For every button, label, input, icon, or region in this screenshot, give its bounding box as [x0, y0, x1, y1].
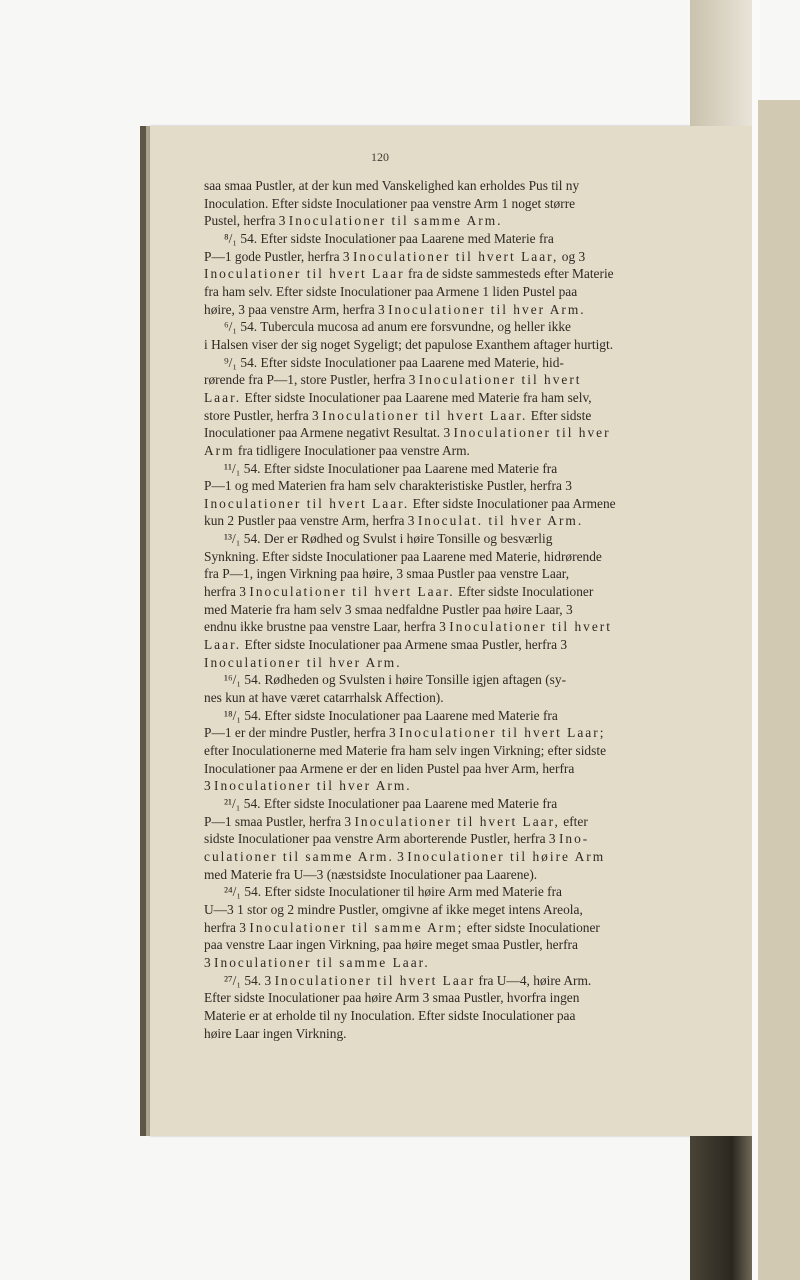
spaced-text-segment: Inoculationer til høire Arm — [407, 848, 606, 864]
text-line — [204, 407, 748, 425]
text-segment: Inoculationer paa Armene er der en liden Pustel paa hver Arm, herfra — [204, 760, 575, 776]
text-line — [204, 565, 748, 583]
text-segment: P—1 og med Materien fra ham selv charakteristiske Pustler, herfra 3 — [204, 478, 572, 494]
text-segment: Efter sidste Inoculationer paa Laarene med Materie fra ham selv, — [241, 389, 592, 405]
text-segment: ²¹/₁ 54. Efter sidste Inoculationer paa Laarene med Materie fra — [224, 795, 558, 811]
text-segment: kun 2 Pustler paa venstre Arm, herfra 3 — [204, 513, 418, 529]
spaced-text-segment: Inoculationer til hvert Laar. — [204, 495, 410, 511]
text-line — [204, 760, 748, 778]
text-segment: Efter sidste Inoculationer paa Armene — [409, 495, 616, 511]
text-line — [204, 460, 748, 478]
text-line — [204, 424, 748, 442]
text-segment: fra de sidste sammesteds efter Materie — [404, 266, 614, 282]
text-segment: fra U—4, høire Arm. — [475, 972, 592, 988]
text-segment: Inoculationer paa Armene negativt Resultat. 3 — [204, 425, 454, 441]
text-line — [204, 848, 748, 866]
text-segment: herfra 3 — [204, 919, 250, 935]
text-line — [204, 583, 748, 601]
text-line — [204, 689, 748, 707]
text-line — [204, 919, 748, 937]
text-line — [204, 601, 748, 619]
text-segment: herfra 3 — [204, 584, 250, 600]
text-line — [204, 1025, 748, 1043]
spaced-text-segment: Inoculationer til hver Arm. — [214, 778, 412, 794]
text-segment: ⁸/₁ 54. Efter sidste Inoculationer paa Laarene med Materie fra — [224, 230, 554, 246]
text-line — [204, 636, 748, 654]
text-line — [204, 742, 748, 760]
text-line — [204, 336, 748, 354]
text-segment: nes kun at have været catarrhalsk Affection). — [204, 690, 444, 706]
spaced-text-segment: Inoculationer til hvert Laar; — [399, 725, 606, 741]
spaced-text-segment: Arm — [204, 442, 235, 458]
text-line — [204, 389, 748, 407]
text-segment: U—3 1 stor og 2 mindre Pustler, omgivne af ikke meget intens Areola, — [204, 901, 583, 917]
spaced-text-segment: Laar. — [204, 637, 242, 653]
text-segment: efter Inoculationerne med Materie fra ham selv ingen Virkning; efter sidste — [204, 743, 607, 758]
text-segment: ⁹/₁ 54. Efter sidste Inoculationer paa Laarene med Materie, hid- — [224, 354, 564, 370]
text-line — [204, 883, 748, 901]
text-segment: P—1 smaa Pustler, herfra 3 — [204, 813, 355, 829]
text-segment: fra P—1, ingen Virkning paa høire, 3 smaa Pustler paa venstre Laar, — [204, 566, 570, 582]
text-line — [204, 795, 748, 813]
text-segment: ¹¹/₁ 54. Efter sidste Inoculationer paa Laarene med Materie fra — [224, 460, 558, 476]
spaced-text-segment: Inoculationer til hvert Laar — [204, 266, 405, 282]
text-line — [204, 972, 748, 990]
text-segment: fra ham selv. Efter sidste Inoculationer paa Armene 1 liden Pustel paa — [204, 283, 578, 299]
spaced-text-segment: Inoculationer til hver Arm. — [204, 654, 402, 670]
text-segment: ¹⁸/₁ 54. Efter sidste Inoculationer paa Laarene med Materie fra — [224, 707, 558, 723]
text-line — [204, 866, 748, 884]
gutter-shadow — [140, 126, 146, 1136]
text-segment: endnu ikke brustne paa venstre Laar, herfra 3 — [204, 619, 450, 635]
text-line — [204, 618, 748, 636]
text-segment: ²⁴/₁ 54. Efter sidste Inoculationer til høire Arm med Materie fra — [224, 884, 562, 900]
spaced-text-segment: Ino- — [558, 831, 590, 847]
spaced-text-segment: Inoculat. til hver Arm. — [417, 513, 584, 529]
text-line — [204, 265, 748, 283]
text-line — [204, 301, 748, 319]
text-line — [204, 1007, 748, 1025]
spaced-text-segment: Inoculationer til samme Arm. — [288, 213, 503, 229]
text-segment: ¹³/₁ 54. Der er Rødhed og Svulst i høire Tonsille og besværlig — [224, 531, 553, 547]
text-segment: ¹⁶/₁ 54. Rødheden og Svulsten i høire Tonsille igjen aftagen (sy- — [224, 672, 567, 688]
text-line — [204, 442, 748, 460]
text-line — [204, 495, 748, 513]
text-segment: 3 — [204, 954, 215, 970]
spaced-text-segment: Inoculationer til hver Arm. — [388, 301, 586, 317]
text-line — [204, 177, 748, 195]
text-segment: store Pustler, herfra 3 — [204, 407, 323, 423]
text-segment: høire, 3 paa venstre Arm, herfra 3 — [204, 301, 389, 317]
text-segment: 3 — [393, 848, 408, 864]
text-segment: Inoculation. Efter sidste Inoculationer paa venstre Arm 1 noget større — [204, 195, 576, 211]
spaced-text-segment: Inoculationer til hver — [453, 425, 611, 441]
text-line — [204, 354, 748, 372]
text-line — [204, 936, 748, 954]
spaced-text-segment: Inoculationer til hvert Laar, — [352, 248, 559, 264]
facing-page-edge — [758, 100, 800, 1280]
text-line — [204, 318, 748, 336]
text-segment: høire Laar ingen Virkning. — [204, 1025, 347, 1041]
text-segment: Synkning. Efter sidste Inoculationer paa Laarene med Materie, hidrørende — [204, 548, 602, 564]
page-number: 120 — [371, 150, 389, 164]
spaced-text-segment: Inoculationer til samme Arm; — [249, 919, 464, 935]
text-segment: 3 — [204, 778, 215, 794]
text-segment: i Halsen viser der sig noget Sygeligt; det papulose Exanthem aftager hurtigt. — [204, 336, 614, 352]
spaced-text-segment: Inoculationer til hvert Laar — [274, 972, 476, 988]
text-segment: efter — [559, 813, 588, 829]
text-line — [204, 212, 748, 230]
text-line — [204, 512, 748, 530]
text-line — [204, 813, 748, 831]
page-fold-bottom — [690, 1136, 760, 1280]
text-line — [204, 230, 748, 248]
text-segment: Efter sidste — [527, 407, 592, 423]
text-line — [204, 548, 748, 566]
spaced-text-segment: Inoculationer til hvert Laar, — [354, 813, 560, 829]
spaced-text-segment: Laar. — [204, 389, 242, 405]
text-line — [204, 777, 748, 795]
text-line — [204, 195, 748, 213]
text-segment: med Materie fra U—3 (næstsidste Inoculationer paa Laarene). — [204, 866, 538, 882]
text-segment: saa smaa Pustler, at der kun med Vanskelighed kan erholdes Pus til ny — [204, 178, 580, 193]
text-segment: paa venstre Laar ingen Virkning, paa høire meget smaa Pustler, herfra — [204, 937, 578, 953]
text-line — [204, 707, 748, 725]
text-segment: efter sidste Inoculationer — [463, 919, 600, 935]
text-line — [204, 954, 748, 972]
text-line — [204, 671, 748, 689]
text-line — [204, 283, 748, 301]
text-line — [204, 724, 748, 742]
text-segment: rørende fra P—1, store Pustler, herfra 3 — [204, 372, 419, 388]
spaced-text-segment: Inoculationer til hvert — [449, 619, 612, 635]
text-segment: Materie er at erholde til ny Inoculation. Efter sidste Inoculationer paa — [204, 1007, 576, 1023]
text-line — [204, 248, 748, 266]
text-segment: ²⁷/₁ 54. 3 — [224, 972, 275, 988]
page-fold-top — [690, 0, 760, 126]
text-line — [204, 830, 748, 848]
text-segment: P—1 gode Pustler, herfra 3 — [204, 248, 353, 264]
page-body-text — [204, 177, 748, 1042]
text-segment: Efter sidste Inoculationer paa høire Arm 3 smaa Pustler, hvorfra ingen — [204, 990, 580, 1006]
spaced-text-segment: Inoculationer til hvert Laar. — [249, 584, 455, 600]
text-segment: med Materie fra ham selv 3 smaa nedfaldne Pustler paa høire Laar, 3 — [204, 601, 573, 617]
spaced-text-segment: culationer til samme Arm. — [204, 848, 394, 864]
text-line — [204, 989, 748, 1007]
spaced-text-segment: Inoculationer til hvert — [418, 372, 582, 388]
text-line — [204, 477, 748, 495]
text-segment: fra tidligere Inoculationer paa venstre Arm. — [234, 442, 470, 458]
spaced-text-segment: Inoculationer til samme Laar. — [214, 954, 430, 970]
text-line — [204, 901, 748, 919]
text-segment: ⁶/₁ 54. Tubercula mucosa ad anum ere forsvundne, og heller ikke — [224, 319, 571, 335]
spaced-text-segment: Inoculationer til hvert Laar. — [322, 407, 528, 423]
text-line — [204, 654, 748, 672]
text-line — [204, 371, 748, 389]
text-line — [204, 530, 748, 548]
text-segment: Efter sidste Inoculationer — [454, 584, 594, 600]
text-segment: Efter sidste Inoculationer paa Armene smaa Pustler, herfra 3 — [241, 637, 568, 653]
text-segment: sidste Inoculationer paa venstre Arm aborterende Pustler, herfra 3 — [204, 831, 559, 847]
text-segment: og 3 — [558, 248, 586, 264]
text-segment: P—1 er der mindre Pustler, herfra 3 — [204, 725, 400, 741]
text-segment: Pustel, herfra 3 — [204, 213, 289, 229]
